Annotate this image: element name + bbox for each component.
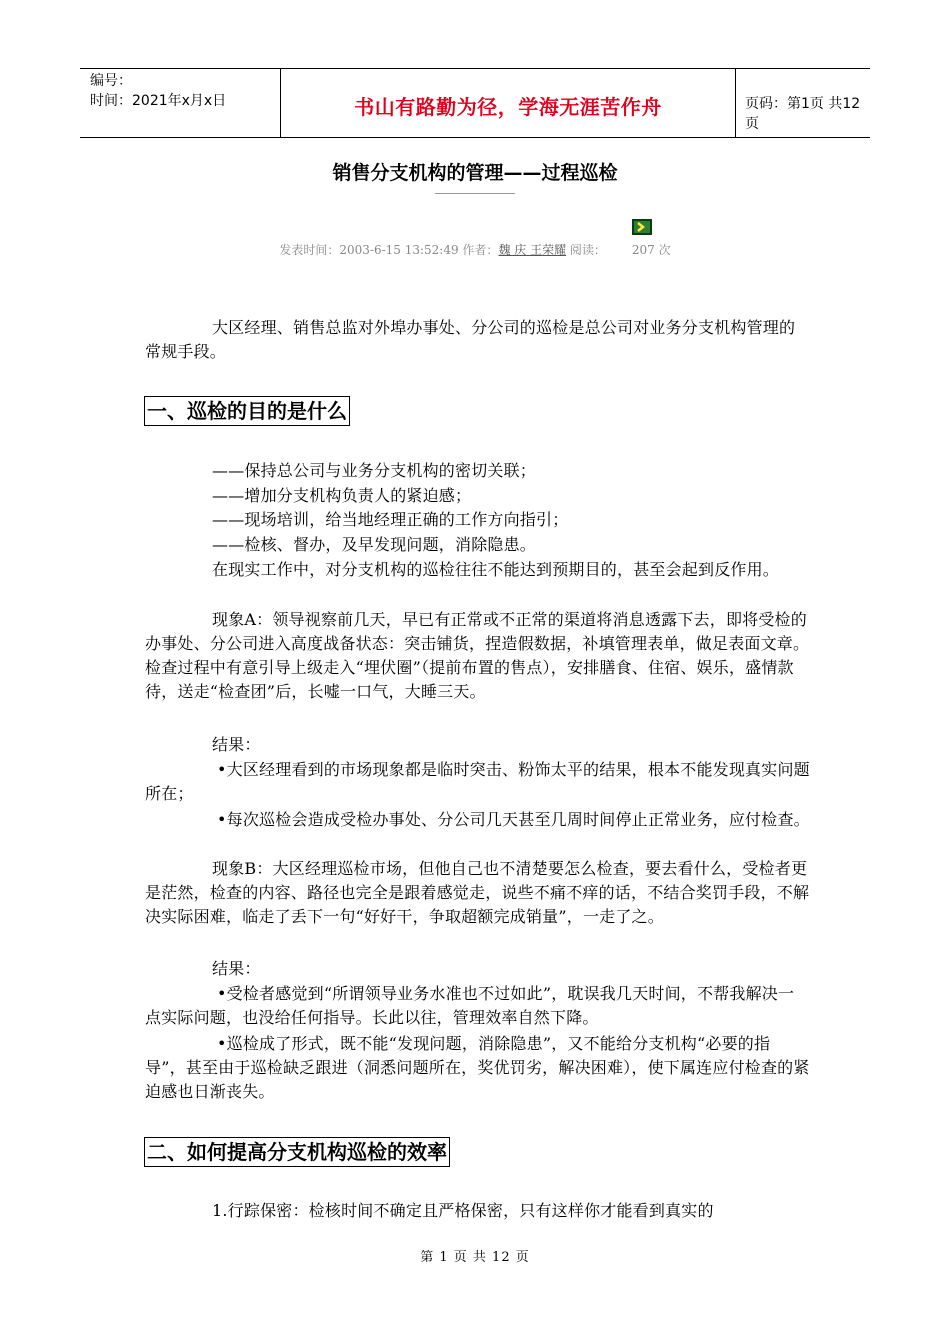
header-motto-cell bbox=[280, 69, 736, 137]
article-title: 销售分支机构的管理——过程巡检 bbox=[332, 162, 618, 184]
publish-info bbox=[0, 241, 950, 258]
document-time-label: 时间：2021年x月x日 bbox=[90, 93, 227, 109]
point-1-paragraph: 1.行踪保密：检核时间不确定且严格保密，只有这样你才能看到真实的 bbox=[212, 1201, 714, 1220]
title-underline bbox=[435, 193, 515, 194]
document-number-label: 编号： bbox=[90, 73, 132, 89]
section-heading-1: 一、巡检的目的是什么 bbox=[144, 396, 350, 426]
result-label-b: 结果： bbox=[212, 959, 261, 978]
page-footer: 第 1 页 共 12 页 bbox=[420, 1250, 530, 1265]
goal-item-1: ——保持总公司与业务分支机构的密切关联； bbox=[212, 461, 537, 480]
goal-item-2: ——增加分支机构负责人的紧迫感； bbox=[212, 486, 472, 505]
case-b-paragraph: 现象B：大区经理巡检市场，但他自己也不清楚要怎么检查，要去看什么，受检者更是茫然，检查的内容、路径也完全是跟着感觉走，说些不痛不痒的话，不结合奖罚手段，不解决实际困难，临走了丢下一句“好好干，争取超额完成销量”，一走了之。 bbox=[145, 859, 810, 926]
result-a-bullet-1: •大区经理看到的市场现象都是临时突击、粉饰太平的结果，根本不能发现真实问题所在； bbox=[145, 760, 810, 803]
goal-item-3: ——现场培训，给当地经理正确的工作方向指引； bbox=[212, 510, 569, 529]
header-table bbox=[80, 68, 870, 138]
reads-label: 阅读： bbox=[566, 243, 606, 257]
author-link[interactable]: 魏 庆 王荣耀 bbox=[498, 243, 567, 257]
result-b-bullet-1: •受检者感觉到“所谓领导业务水准也不过如此”，耽误我几天时间，不帮我解决一点实际问题，也没给任何指导。长此以往，管理效率自然下降。 bbox=[145, 984, 795, 1027]
result-a-bullet-2: •每次巡检会造成受检办事处、分公司几天甚至几周时间停止正常业务，应付检查。 bbox=[217, 810, 810, 829]
result-b-bullet-2: •巡检成了形式，既不能“发现问题，消除隐患”，又不能给分支机构“必要的指导”，甚至由于巡检缺乏跟进（洞悉问题所在，奖优罚劣，解决困难），使下属连应付检查的紧迫感也日渐丧失。 bbox=[145, 1034, 810, 1101]
print-icon[interactable] bbox=[632, 219, 652, 235]
result-label-a: 结果： bbox=[212, 735, 261, 754]
page-number-label: 页码：第1页 共12页 bbox=[745, 96, 861, 132]
header-meta-cell bbox=[80, 69, 280, 137]
publish-time: 发表时间：2003-6-15 13:52:49 作者： bbox=[279, 243, 499, 257]
case-a-paragraph: 现象A：领导视察前几天，早已有正常或不正常的渠道将消息透露下去，即将受检的办事处、分公司进入高度战备状态：突击铺货，捏造假数据，补填管理表单，做足表面文章。检查过程中有意引导上级走入“埋伏圈”（提前布置的售点），安排膳食、住宿、娱乐，盛情款待，送走“检查团”后，长嘘一口气，大睡三天。 bbox=[145, 610, 810, 701]
motto-text: 书山有路勤为径，学海无涯苦作舟 bbox=[354, 95, 662, 119]
goal-item-4: ——检核、督办，及早发现问题，消除隐患。 bbox=[212, 535, 537, 554]
section-heading-2: 二、如何提高分支机构巡检的效率 bbox=[144, 1137, 450, 1167]
intro-paragraph: 大区经理、销售总监对外埠办事处、分公司的巡检是总公司对业务分支机构管理的常规手段。 bbox=[145, 318, 796, 361]
reads-count: 207 次 bbox=[631, 243, 671, 257]
header-page-cell bbox=[735, 69, 870, 137]
reality-paragraph: 在现实工作中，对分支机构的巡检往往不能达到预期目的，甚至会起到反作用。 bbox=[212, 560, 780, 579]
